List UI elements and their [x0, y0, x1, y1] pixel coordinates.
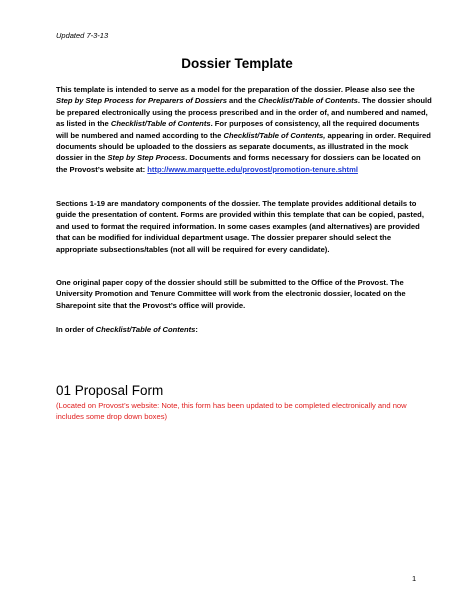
- updated-date: Updated 7-3-13: [56, 31, 109, 40]
- paper-copy-paragraph: One original paper copy of the dossier should still be submitted to the Office of the Provost. The University Promotion and Tenure Committee will work from the electronic dossier, located on the Sharepoint site that the Provost’s office will provide.: [56, 278, 406, 310]
- provost-website-link[interactable]: http://www.marquette.edu/provost/promotion-tenure.shtml: [147, 164, 358, 174]
- order-checklist-reference: Checklist/Table of Contents: [95, 325, 196, 334]
- intro-text-9: appearing in order. Required documents should be uploaded to the dossiers as separate documents, as illustrated in the mock dossier in the: [56, 130, 431, 163]
- order-suffix: :: [195, 325, 198, 334]
- intro-paragraph: [56, 84, 432, 175]
- intro-text-1: This template is intended to serve as a model for the preparation of the dossier. Please also see the: [56, 85, 415, 94]
- step-by-step-reference-2: Step by Step Process: [107, 153, 186, 163]
- section-heading: 01 Proposal Form: [56, 383, 164, 398]
- document-title: Dossier Template: [181, 56, 293, 71]
- section-note: (Located on Provost’s website: Note, this form has been updated to be completed electronically and now includes some drop down boxes): [56, 401, 407, 422]
- intro-text-5: . The dossier should be prepared electronically using the process prescribed and in the order of, and numbered and named, as listed in the: [56, 96, 432, 129]
- intro-text-3: and the: [226, 96, 259, 106]
- sections-paragraph: Sections 1-19 are mandatory components of the dossier. The template provides additional details to guide the presentation of content. Forms are provided within this template that can be copied, pasted, and used to format the required information. In some cases examples (and alternatives) are provided that can be modified for individual department usage. The dossier preparer should select the appropriate subsections/tables (not all will be required for every candidate).: [56, 199, 424, 254]
- checklist-reference-2: Checklist/Table of Contents: [110, 119, 211, 129]
- intro-text-7: . For purposes of consistency, all the required documents will be numbered and named according to the: [56, 119, 420, 140]
- checklist-reference-3: Checklist/Table of Contents,: [223, 130, 326, 140]
- order-line: [56, 324, 432, 335]
- page-number: 1: [412, 574, 417, 583]
- checklist-reference: Checklist/Table of Contents: [258, 96, 358, 106]
- step-by-step-reference: Step by Step Process for Preparers of Dossiers: [56, 96, 227, 106]
- intro-text-11: . Documents and forms necessary for dossiers can be located on the Provost’s website at:: [56, 153, 421, 174]
- order-prefix: In order of: [56, 325, 96, 334]
